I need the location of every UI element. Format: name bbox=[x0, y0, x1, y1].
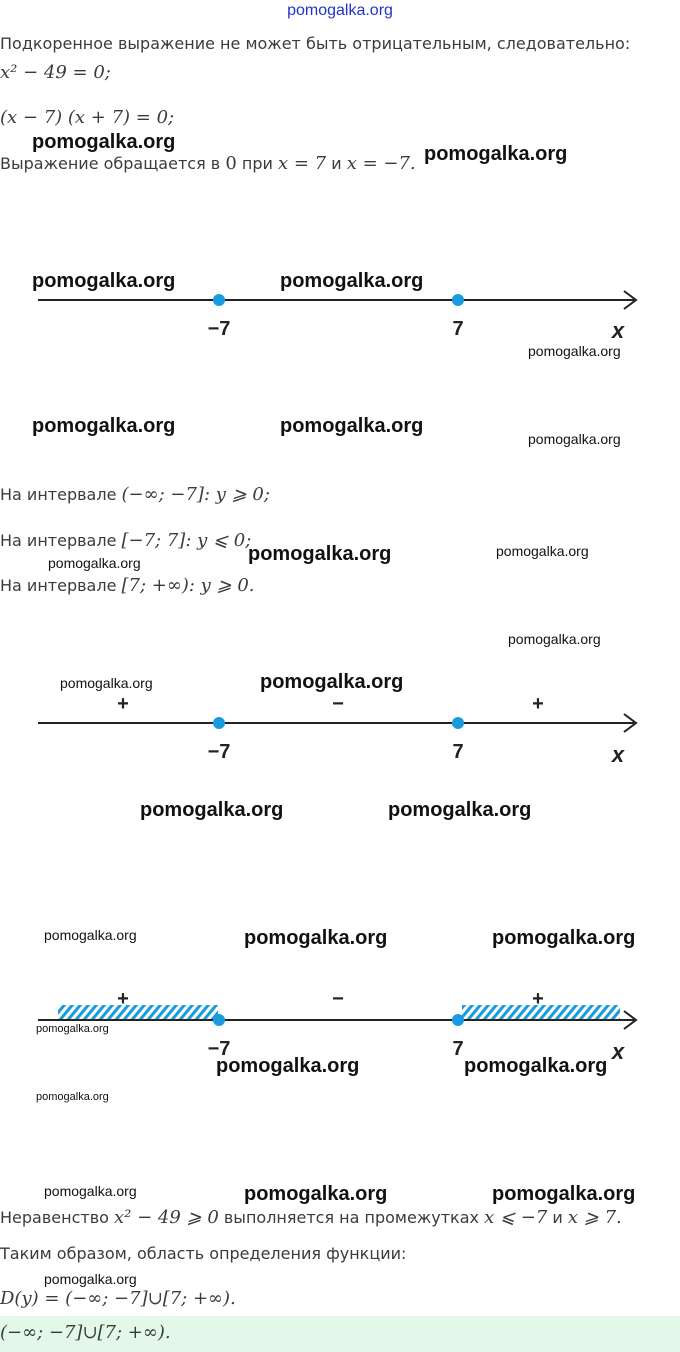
watermark: pomogalka.org bbox=[44, 1183, 137, 1199]
sign-label: − bbox=[332, 693, 344, 715]
watermark: pomogalka.org bbox=[280, 270, 424, 292]
equation-1: x² − 49 = 0; bbox=[0, 62, 111, 83]
zeros-root-1: x = 7 bbox=[277, 153, 327, 174]
watermark: pomogalka.org bbox=[244, 1183, 388, 1205]
sign-label: + bbox=[117, 693, 129, 715]
watermark: pomogalka.org bbox=[508, 631, 601, 647]
point-label: −7 bbox=[207, 318, 231, 340]
site-header-link[interactable]: pomogalka.org bbox=[287, 2, 393, 19]
zeros-root-2: x = −7. bbox=[346, 153, 416, 174]
watermark: pomogalka.org bbox=[280, 415, 424, 437]
sign-label: + bbox=[532, 693, 544, 715]
inequality-sentence bbox=[0, 1207, 622, 1228]
interval-math: [7; +∞): y ⩾ 0. bbox=[121, 575, 255, 596]
interval-math: [−7; 7]: y ⩽ 0; bbox=[121, 530, 252, 551]
point-marker bbox=[213, 717, 225, 729]
ineq-text-e: и bbox=[552, 1208, 563, 1227]
ineq-interval-2: x ⩾ 7. bbox=[567, 1207, 622, 1228]
watermark: pomogalka.org bbox=[48, 555, 141, 571]
watermark: pomogalka.org bbox=[44, 1271, 137, 1287]
zeros-sentence bbox=[0, 153, 416, 174]
point-label: −7 bbox=[207, 1038, 231, 1060]
hatched-region-left bbox=[58, 1005, 218, 1019]
interval-math: (−∞; −7]: y ⩾ 0; bbox=[121, 484, 270, 505]
zeros-text-c: при bbox=[241, 154, 273, 173]
watermark: pomogalka.org bbox=[32, 270, 176, 292]
answer-text: (−∞; −7]∪[7; +∞). bbox=[0, 1322, 171, 1343]
watermark: pomogalka.org bbox=[44, 927, 137, 943]
point-marker bbox=[213, 294, 225, 306]
interval-label: На интервале bbox=[0, 576, 117, 595]
ineq-text-a: Неравенство bbox=[0, 1208, 109, 1227]
interval-line-3 bbox=[0, 575, 255, 596]
point-marker bbox=[452, 294, 464, 306]
watermark: pomogalka.org bbox=[248, 543, 392, 565]
watermark: pomogalka.org bbox=[140, 799, 284, 821]
point-marker bbox=[452, 1014, 464, 1026]
sign-label: + bbox=[117, 988, 129, 1010]
axis-variable-label: x bbox=[611, 318, 625, 340]
axis-variable-label: x bbox=[611, 1039, 625, 1064]
sign-label: − bbox=[332, 988, 344, 1010]
equation-2: (x − 7) (x + 7) = 0; bbox=[0, 107, 175, 128]
point-label: −7 bbox=[207, 741, 231, 763]
number-line-signs bbox=[0, 686, 680, 766]
watermark: pomogalka.org bbox=[244, 927, 388, 949]
watermark: pomogalka.org bbox=[496, 543, 589, 559]
interval-line-2 bbox=[0, 530, 251, 551]
point-marker bbox=[213, 1014, 225, 1026]
ineq-expression: x² − 49 ⩾ 0 bbox=[114, 1207, 219, 1228]
watermark: pomogalka.org bbox=[424, 143, 568, 165]
interval-label: На интервале bbox=[0, 485, 117, 504]
watermark: pomogalka.org bbox=[260, 671, 404, 693]
domain-equation: D(y) = (−∞; −7]∪[7; +∞). bbox=[0, 1288, 236, 1309]
watermark: pomogalka.org bbox=[464, 1055, 608, 1077]
watermark: pomogalka.org bbox=[32, 131, 176, 153]
answer-box bbox=[0, 1316, 680, 1352]
axis-variable-label: x bbox=[611, 742, 625, 766]
watermark: pomogalka.org bbox=[216, 1055, 360, 1077]
interval-label: На интервале bbox=[0, 531, 117, 550]
watermark: pomogalka.org bbox=[528, 343, 621, 359]
point-label: 7 bbox=[452, 318, 464, 340]
watermark: pomogalka.org bbox=[60, 675, 153, 691]
ineq-interval-1: x ⩽ −7 bbox=[484, 1207, 548, 1228]
watermark: pomogalka.org bbox=[32, 415, 176, 437]
sign-label: + bbox=[532, 988, 544, 1010]
domain-sentence: Таким образом, область определения функции: bbox=[0, 1244, 407, 1263]
interval-line-1 bbox=[0, 484, 270, 505]
watermark: pomogalka.org bbox=[36, 1091, 109, 1103]
intro-text: Подкоренное выражение не может быть отрицательным, следовательно: bbox=[0, 34, 631, 53]
zeros-text-e: и bbox=[331, 154, 342, 173]
watermark: pomogalka.org bbox=[528, 431, 621, 447]
watermark: pomogalka.org bbox=[492, 927, 636, 949]
point-label: 7 bbox=[452, 1038, 464, 1060]
ineq-text-c: выполняется на промежутках bbox=[223, 1208, 479, 1227]
watermark: pomogalka.org bbox=[36, 1023, 109, 1035]
watermark: pomogalka.org bbox=[492, 1183, 636, 1205]
point-marker bbox=[452, 717, 464, 729]
zeros-value-zero: 0 bbox=[225, 153, 237, 174]
zeros-text-a: Выражение обращается в bbox=[0, 154, 221, 173]
watermark: pomogalka.org bbox=[388, 799, 532, 821]
point-label: 7 bbox=[452, 741, 464, 763]
